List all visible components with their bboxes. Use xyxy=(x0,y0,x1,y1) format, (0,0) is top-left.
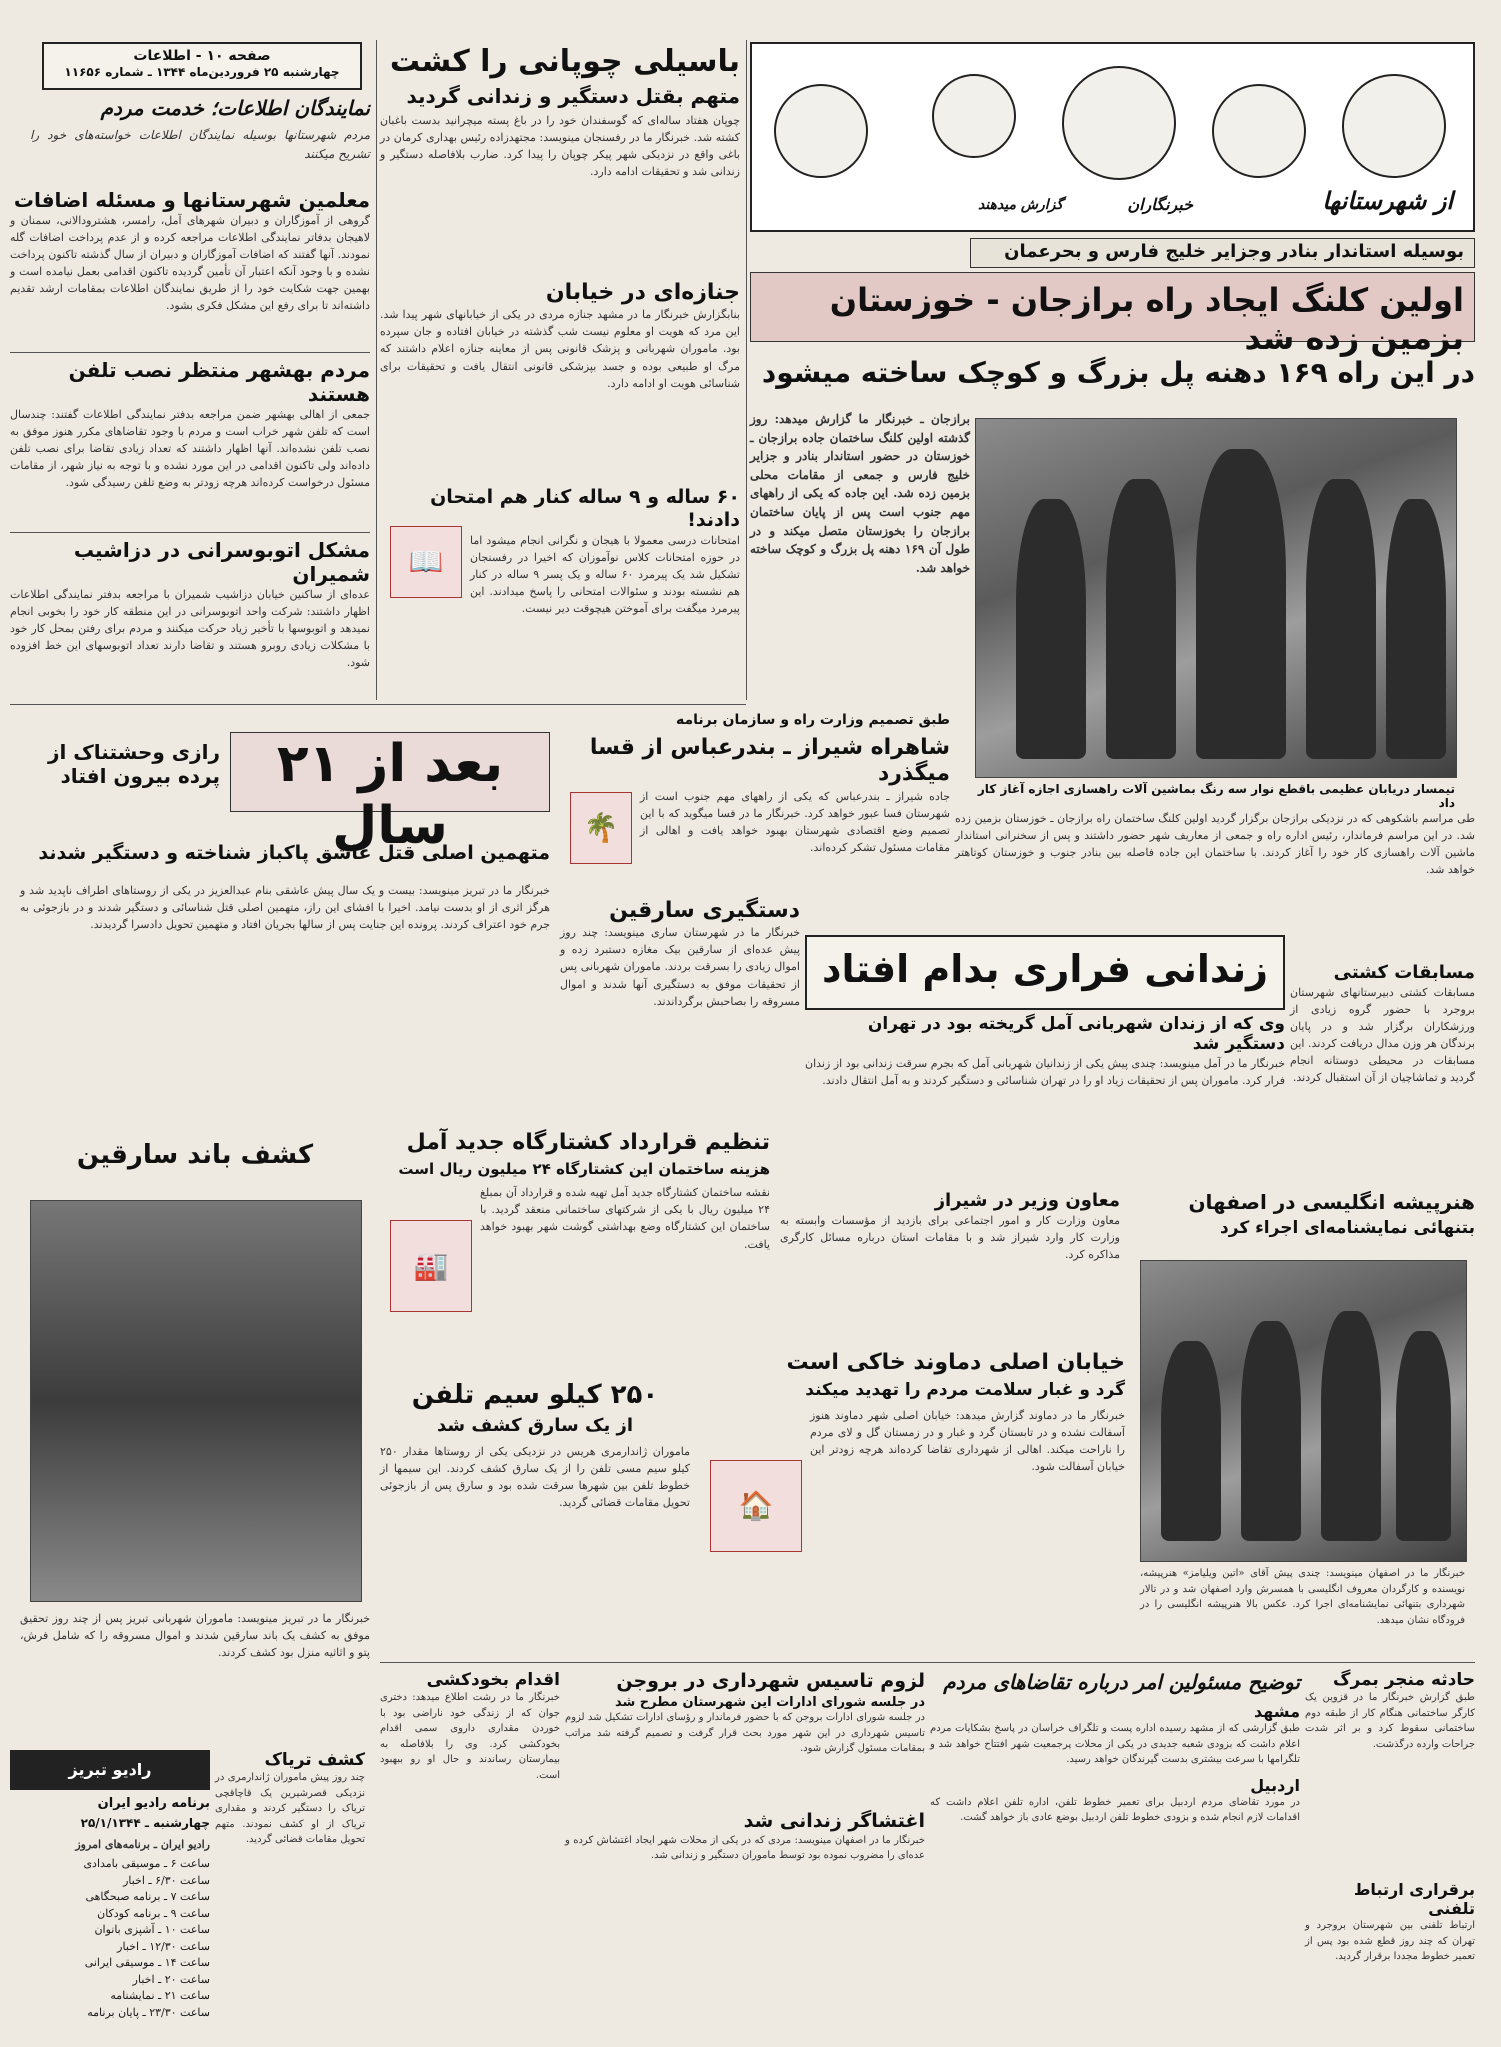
article-funeral xyxy=(380,280,740,480)
ardabil-body: در مورد تقاضای مردم اردبیل برای تعمیر خطوط تلفن، اداره تلفن اعلام داشت که اقدامات لازم انجام شده و بزودی خطوط تلفن اردبیل بوضع عادی باز خواهد گشت. xyxy=(930,1796,1300,1824)
house-icon: 🏠 xyxy=(710,1460,802,1552)
divider xyxy=(10,704,746,705)
book-icon: 📖 xyxy=(390,526,462,598)
basil-body: چوپان هفتاد ساله‌ای که گوسفندان خود را در باغ پسته میچرانید بدست باغبان کشته شد. خبرنگار ما در رفسنجان مینویسد: مجتهدزاده رئیس بهداری کرمان در باغی واقع در نزدیکی شهر پیکر چوپان را پیدا کرد. ضارب بلافاصله دستگیر و زندانی شد و تحقیقات ادامه دارد. xyxy=(380,114,740,179)
exam-body: امتحانات درسی معمولا با هیجان و نگرانی انجام میشود اما در حوزه امتحانات کلاس نوآموزان که اخیرا در رفسنجان تشکیل شد یک پیرمرد ۶۰ ساله و یک پسر ۹ ساله در کنار هم نشسته بودند و سئوالات امتحانی را پاسخ میدادند. این پیرمرد میگفت برای آموختن هیچوقت دیر نیست. xyxy=(470,533,740,615)
column-rule xyxy=(376,40,377,700)
road-body: برازجان ـ خبرنگار ما گزارش میدهد: روز گذشته اولین کلنگ ساختمان جاده برازجان ـ خوزستان در حضور استاندار بنادر و جزایر خلیج فارس و جمعی از مقامات محلی بزمین زده شد. این جاده که یکی از راههای مهم جنوب است پس از پایان ساختمان برازجان را بخوزستان متصل میکند و در طول آن ۱۶۹ دهنه پل بزرگ و کوچک ساخته خواهد شد. xyxy=(750,412,970,575)
radio-line: ساعت ۹ ـ برنامه کودکان xyxy=(97,1906,210,1920)
article-telephone-link xyxy=(1305,1880,1475,2040)
logo-circle xyxy=(1342,74,1446,178)
article-after21 xyxy=(10,712,560,1132)
section-logo-title: از شهرستانها xyxy=(1322,187,1453,216)
person-figure xyxy=(1016,499,1086,759)
cable-headline: ۲۵۰ کیلو سیم تلفن xyxy=(411,1380,659,1410)
basil-headline: باسیلی چوپانی را کشت xyxy=(389,44,740,79)
telephone-link-body: ارتباط تلفنی بین شهرستان بروجرد و تهران که چند روز قطع شده بود پس از تعمیر خطوط مجددا برقرار گردید. xyxy=(1305,1920,1475,1963)
slaughter-headline: تنظیم قرارداد کشتارگاه جدید آمل xyxy=(406,1130,770,1155)
masthead-sub1: خبرنگاران xyxy=(1127,194,1193,214)
date-line: چهارشنبه ۲۵ فروردین‌ماه ۱۳۴۴ ـ شماره ۱۱۶۵۶ xyxy=(64,64,340,79)
radio-line: ساعت ۶ ـ موسیقی بامدادی xyxy=(83,1857,210,1870)
radio-logo-box xyxy=(10,1750,210,1790)
prisoner-headline: زندانی فراری بدام افتاد xyxy=(821,947,1269,991)
person-figure xyxy=(1196,449,1286,759)
column-rule xyxy=(746,40,747,700)
bandits-caption: خبرنگار ما در تبریز مینویسد: ماموران شهربانی تبریز پس از چند روز تحقیق موفق به کشف یک باند سارقین شدند و اموال مسروقه را که شامل فرش، پتو و اثاثیه منزل بود کشف کردند. xyxy=(20,1612,370,1660)
after21-kicker: رازی وحشتناک از پرده بیرون افتاد xyxy=(47,740,220,788)
ribbon xyxy=(970,238,1475,268)
telephone-link-headline: برقراری ارتباط تلفنی xyxy=(1353,1880,1475,1919)
divider xyxy=(10,352,370,353)
opium-headline: کشف تریاک xyxy=(264,1750,365,1770)
radio-line: ساعت ۷ ـ برنامه صبحگاهی xyxy=(85,1890,210,1903)
article-exam xyxy=(380,486,740,696)
ribbon-cutting-photo xyxy=(975,418,1457,778)
riot-body: خبرنگار ما در اصفهان مینویسد: مردی که در یکی از محلات شهر ایجاد اغتشاش کرده و عده‌ای را مضروب نموده بود توسط ماموران دستگیر و زندانی شد. xyxy=(565,1834,925,1862)
logo-circle xyxy=(932,74,1016,158)
borujen-subhead: در جلسه شورای ادارات این شهرستان مطرح شد xyxy=(614,1694,925,1710)
logo-circle xyxy=(1212,84,1306,178)
article-slaughter xyxy=(380,1130,770,1380)
slaughter-body: نقشه ساختمان کشتارگاه جدید آمل تهیه شده و قرارداد آن بمبلغ ۲۴ میلیون ریال با یکی از شرکتهای ساختمانی منعقد گردید. با ساختمان این کشتارگاه وضع بهداشتی گوشت شهر بهبود خواهد یافت. xyxy=(480,1186,770,1251)
opium-body: چند روز پیش ماموران ژاندارمری در نزدیکی قصرشیرین یک قاچاقچی تریاک را دستگیر کردند و مقداری تریاک از او کشف نمودند. متهم تحویل مقامات قضائی گردید. xyxy=(215,1772,365,1846)
after21-headline-box xyxy=(230,732,550,857)
prisoner-body: خبرنگار ما در آمل مینویسد: چندی پیش یکی از زندانیان شهربانی آمل که بجرم سرقت زندانی بود از زندان فرار کرد. ماموران پس از تحقیقات زیاد او را در تهران شناسائی و دستگیر کردند و به آمل انتقال دادند. xyxy=(805,1056,1285,1087)
person-figure xyxy=(1241,1321,1301,1541)
cable-subhead: از یک سارق کشف شد xyxy=(436,1415,634,1437)
radio-line: ساعت ۲۰ ـ اخبار xyxy=(132,1972,210,1986)
divider xyxy=(10,532,370,533)
representatives-header xyxy=(30,96,370,176)
radio-subtitle: رادیو ایران ـ برنامه‌های امروز xyxy=(75,1838,210,1851)
article-wrestling xyxy=(1290,962,1475,1142)
wrestling-body: مسابقات کشتی دبیرستانهای شهرستان بروجرد با حضور گروه زیادی از ورزشکاران برگزار شد و در پایان برندگان هر وزن مدال دریافت کردند. این مسابقات در محیطی دوستانه انجام گردید و تماشاچیان از آن استقبال کردند. xyxy=(1290,985,1475,1084)
article-officials xyxy=(930,1670,1300,2040)
person-figure xyxy=(1306,479,1376,759)
stolen-goods-photo xyxy=(30,1200,362,1602)
road-subhead-box xyxy=(760,356,1475,406)
road-title: اولین کلنگ ایجاد راه برازجان - خوزستان بزمین زده شد xyxy=(829,281,1464,358)
article-borujen xyxy=(565,1670,925,1800)
article-bandits xyxy=(10,1140,380,1740)
article-actress xyxy=(1130,1190,1475,1660)
cable-body: ماموران ژاندارمری هریس در نزدیکی یکی از روستاها مقدار ۲۵۰ کیلو سیم مسی تلفن را از یک سارق کشف کردند. این سیمها از خطوط تلفن بین شهرها سرقت شده بود و سارق پس از بازجوئی تحویل مقامات قضائی گردید. xyxy=(380,1444,690,1509)
suicide-headline: اقدام بخودکشی xyxy=(426,1670,560,1690)
after21-body: خبرنگار ما در تبریز مینویسد: بیست و یک سال پیش عاشقی بنام عبدالعزیز در یکی از روستاهای اطراف ناپدید شد و هرگز اثری از او بدست نیامد. اخیرا با افشای این راز، متهمین اصلی قتل شناسائی و دستگیر شدند و در بازجوئی به جرم خود اعتراف کردند. پرونده این جنایت پس از سالها بجریان افتاد و متهمین تحویل دادسرا گردیدند. xyxy=(20,884,550,932)
section-masthead xyxy=(750,42,1475,232)
radio-date: چهارشنبه ـ ۲۵/۱/۱۳۴۴ xyxy=(80,1816,210,1830)
representatives-subtitle: مردم شهرستانها بوسیله نمایندگان اطلاعات خواسته‌های خود را تشریح میکنند xyxy=(30,128,370,161)
shiraz-kicker: طبق تصمیم وزارت راه و سازمان برنامه xyxy=(675,712,950,728)
road-subhead: در این راه ۱۶۹ دهنه پل بزرگ و کوچک ساخته میشود xyxy=(761,356,1475,389)
slaughter-subhead: هزینه ساختمان این کشتارگاه ۲۴ میلیون ریال است xyxy=(398,1160,770,1179)
riot-headline: اغتشاگر زندانی شد xyxy=(743,1810,925,1832)
radio-line: ساعت ۲۱ ـ نمایشنامه xyxy=(110,1989,210,2002)
road-title-band xyxy=(750,272,1475,358)
person-figure xyxy=(1396,1331,1451,1541)
article-bus xyxy=(10,538,370,698)
divider xyxy=(380,1662,1475,1663)
person-figure xyxy=(1321,1311,1381,1541)
radio-line: ساعت ۱۲/۳۰ ـ اخبار xyxy=(117,1939,210,1953)
radio-program xyxy=(10,1750,210,2040)
teachers-body: گروهی از آموزگاران و دبیران شهرهای آمل، رامسر، هشترودالانی، سمنان و لاهیجان بدفاتر نمایندگی اطلاعات مراجعه کرده و از عدم پرداخت اضافات گله نمودند. آنها گفتند که اضافات آموزگاران و دبیران از سال گذشته تاکنون پرداخت نشده و با وجود آنکه اعتبار آن تأمین گردیده تاکنون اقدامی بعمل نیامده است و بهمین جهت شکایت خود را از طریق نمایندگان اطلاعات بمقامات ارشد تقدیم داشته‌اند تا برای رفع این مشکل فکری بشود. xyxy=(10,214,370,313)
radio-logo-text: رادیو تبریز xyxy=(68,1760,152,1779)
fire-headline: حادثه منجر بمرگ xyxy=(1333,1670,1475,1690)
after21-subhead: متهمین اصلی قتل عاشق پاکباز شناخته و دستگیر شدند xyxy=(38,842,550,864)
road-caption: تیمسار دریابان عظیمی باقطع نوار سه رنگ بماشین آلات راهسازی اجازه آغاز کار داد xyxy=(977,782,1455,811)
funeral-headline: جنازه‌ای در خیابان xyxy=(545,280,740,305)
funeral-body: بنابگزارش خبرنگار ما در مشهد جنازه مردی در یکی از خیابانهای شهر پیدا شد. این مرد که هویت او معلوم نیست شب گذشته در خیابان افتاده و جان سپرده بود. ماموران شهربانی و پزشک قانونی پس از معاینه جنازه اعلام داشتند که مرگ او طبیعی بوده و جسد بپزشکی قانونی انتقال یافت و تحقیقات برای شناسائی هویت او ادامه دارد. xyxy=(380,308,740,390)
article-suicide xyxy=(380,1670,560,2040)
actress-caption: خبرنگار ما در اصفهان مینویسد: چندی پیش آقای «اتین ویلیامز» هنرپیشه، نویسنده و کارگردان معروف انگلیسی با همسرش وارد اصفهان شد و در تالار شهرداری بتنهائی نمایشنامه‌ای اجرا کرد. عکس بالا هنرپیشه انگلیسی را در فرودگاه نشان میدهد. xyxy=(1140,1568,1465,1626)
person-figure xyxy=(1161,1341,1221,1541)
teachers-headline: معلمین شهرستانها و مسئله اضافات xyxy=(13,188,370,212)
article-damavand xyxy=(700,1350,1125,1650)
ribbon-text: بوسیله استاندار بنادر وجزایر خلیج فارس و بحرعمان xyxy=(1004,241,1464,262)
radio-lines xyxy=(10,1856,210,2021)
fire-body: طبق گزارش خبرنگار ما در قزوین یک کارگر ساختمانی هنگام کار از طبقه دوم ساختمانی سقوط کرد و بر اثر شدت جراحات وارده درگذشت. xyxy=(1305,1692,1475,1750)
article-teachers xyxy=(10,188,370,348)
phone-body: جمعی از اهالی بهشهر ضمن مراجعه بدفتر نمایندگی اطلاعات گفتند: چندسال است که تلفن شهر خراب است و مردم با وجود تقاضاهای مکرر هنوز موفق به نصب تلفن نشده‌اند. آنها اظهار داشتند که تعداد زیادی تقاضا برای نصب تلفن داده‌اند ولی تاکنون اقدامی در این مورد نشده و با توجه به نیاز شهر، از مقامات مسئول درخواست کرده‌اند هرچه زودتر به وضع تلفن رسیدگی شود. xyxy=(10,408,370,490)
damavand-subhead: گرد و غبار سلامت مردم را تهدید میکند xyxy=(805,1380,1125,1401)
radio-line: ساعت ۱۰ ـ آشپزی بانوان xyxy=(94,1923,210,1936)
damavand-headline: خیابان اصلی دماوند خاکی است xyxy=(786,1350,1125,1375)
deputy-headline: معاون وزیر در شیراز xyxy=(934,1190,1120,1211)
borujen-body: در جلسه شورای ادارات بروجن که با حضور فرماندار و رؤسای ادارات تشکیل شد لزوم تاسیس شهرداری در این شهر مورد بحث قرار گرفت و تصمیم گرفته شد مراتب بمقامات مسئول گزارش شود. xyxy=(565,1712,925,1755)
article-prisoner xyxy=(805,1014,1285,1184)
actress-photo xyxy=(1140,1260,1467,1562)
person-figure xyxy=(1106,479,1176,759)
article-robbers xyxy=(560,898,800,1128)
article-phone xyxy=(10,358,370,528)
masthead-sub2: گزارش میدهند xyxy=(977,197,1063,214)
person-figure xyxy=(1386,499,1446,759)
bus-body: عده‌ای از ساکنین خیابان دزاشیب شمیران با مراجعه بدفتر نمایندگی اطلاعات اظهار داشتند: شرکت واحد اتوبوسرانی در این منطقه کار خود را بخوبی انجام نمیدهد و اتوبوسها با تأخیر زیاد حرکت میکنند و مردم برای رفتن بمحل کار خود با مشکلات زیادی روبرو هستند و تقاضا دارند تعداد اتوبوسهای این خط افزوده شود. xyxy=(10,588,370,670)
ardabil-label: اردبیل xyxy=(1250,1775,1300,1795)
shiraz-body: جاده شیراز ـ بندرعباس که یکی از راههای مهم جنوب است از شهرستان فسا عبور خواهد کرد. خبرنگار ما در فسا میگوید که با این تصمیم وضع اقتصادی شهرستان بهبود خواهد یافت و اهالی از مقامات مسئول تشکر کرده‌اند. xyxy=(640,789,950,854)
article-cable xyxy=(380,1380,690,1660)
article-basil xyxy=(380,44,740,274)
borujen-headline: لزوم تاسیس شهرداری در بروجن xyxy=(616,1670,925,1692)
phone-headline: مردم بهشهر منتظر نصب تلفن هستند xyxy=(68,358,370,406)
radio-title: برنامه رادیو ایران xyxy=(97,1796,210,1811)
deputy-body: معاون وزارت کار و امور اجتماعی برای بازدید از مؤسسات وابسته به وزارت کار وارد شیراز شد و با مقامات استان درباره مسائل کارگری مذاکره کرد. xyxy=(780,1213,1120,1261)
article-shiraz xyxy=(560,712,950,892)
shiraz-headline: شاهراه شیراز ـ بندرعباس از قسا میگذرد xyxy=(589,734,950,787)
mashhad-body: طبق گزارشی که از مشهد رسیده اداره پست و تلگراف خراسان در پاسخ بشکایات مردم اعلام داشت که بزودی شعبه جدیدی در یکی از محلات پرجمعیت شهر افتتاح خواهد شد و تلگرامها با سرعت بیشتری بدست گیرندگان خواهد رسید. xyxy=(930,1723,1300,1766)
road-body2: طی مراسم باشکوهی که در نزدیکی برازجان برگزار گردید اولین کلنگ ساختمان راه برازجان ـ خوزستان بزمین زده شد. در این مراسم فرماندار، رئیس اداره راه و جمعی از معاریف شهر حضور داشتند و پس از سخنرانی استاندار ماشین آلات راهسازی کار خود را آغاز کردند. با ساختمان این جاده فاصله بین بنادر جنوب و خوزستان کوتاهتر خواهد شد. xyxy=(955,812,1475,877)
bus-headline: مشکل اتوبوسرانی در دزاشیب شمیران xyxy=(73,538,370,586)
article-opium xyxy=(215,1750,365,2040)
date-box xyxy=(42,42,362,90)
article-deputy xyxy=(780,1190,1120,1340)
logo-circle xyxy=(774,84,868,178)
suicide-body: خبرنگار ما در رشت اطلاع میدهد: دختری جوان که از زندگی خود ناراضی بود با خوردن مقداری داروی سمی اقدام بخودکشی کرد. وی را بلافاصله به بیمارستان رساندند و حال او رو ببهبود است. xyxy=(380,1692,560,1781)
article-fire xyxy=(1305,1670,1475,1870)
mashhad-label: مشهد xyxy=(1254,1702,1300,1721)
radio-line: ساعت ۱۴ ـ موسیقی ایرانی xyxy=(84,1956,210,1969)
article-riot xyxy=(565,1810,925,2040)
palm-tree-icon: 🌴 xyxy=(570,792,632,864)
robbers-body: خبرنگار ما در شهرستان ساری مینویسد: چند روز پیش عده‌ای از سارقین بیک مغازه دستبرد زده و اموال زیادی را بسرقت بردند. ماموران شهربانی پس از تحقیقات موفق به دستگیری آنها شدند و اموال مسروقه را بصاحبش برگرداندند. xyxy=(560,926,800,1008)
logo-circle xyxy=(1062,66,1176,180)
prisoner-headline-box xyxy=(805,935,1285,1010)
wrestling-headline: مسابقات کشتی xyxy=(1333,962,1475,983)
representatives-title: نمایندگان اطلاعات؛ خدمت مردم xyxy=(100,96,370,120)
building-icon: 🏭 xyxy=(390,1220,472,1312)
basil-subhead: متهم بقتل دستگیر و زندانی گردید xyxy=(406,84,740,108)
exam-headline: ۶۰ ساله و ۹ ساله کنار هم امتحان دادند! xyxy=(430,486,740,531)
robbers-headline: دستگیری سارقین xyxy=(609,898,800,923)
page-info: صفحه ۱۰ - اطلاعات xyxy=(133,48,271,64)
prisoner-subhead: وی که از زندان شهربانی آمل گریخته بود در تهران دستگیر شد xyxy=(867,1014,1285,1055)
radio-line: ساعت ۶/۳۰ ـ اخبار xyxy=(123,1873,210,1887)
actress-headline: هنرپیشه انگلیسی در اصفهان xyxy=(1188,1190,1475,1214)
bandits-headline: کشف باند سارقین xyxy=(76,1140,314,1170)
damavand-body: خبرنگار ما در دماوند گزارش میدهد: خیابان اصلی شهر دماوند هنوز آسفالت نشده و در تابستان گرد و غبار و در زمستان گل و لای مردم را ناراحت میکند. اهالی از شهرداری تقاضا کرده‌اند هرچه زودتر این خیابان آسفالت شود. xyxy=(810,1408,1125,1473)
actress-subhead: بتنهائی نمایشنامه‌ای اجراء کرد xyxy=(1220,1218,1475,1238)
road-caption-box xyxy=(975,782,1455,811)
radio-line: ساعت ۲۳/۳۰ ـ پایان برنامه xyxy=(87,2005,210,2019)
officials-headline: توضیح مسئولین امر درباره تقاضاهای مردم xyxy=(943,1670,1300,1694)
after21-headline: بعد از ۲۱ سال xyxy=(276,734,504,857)
